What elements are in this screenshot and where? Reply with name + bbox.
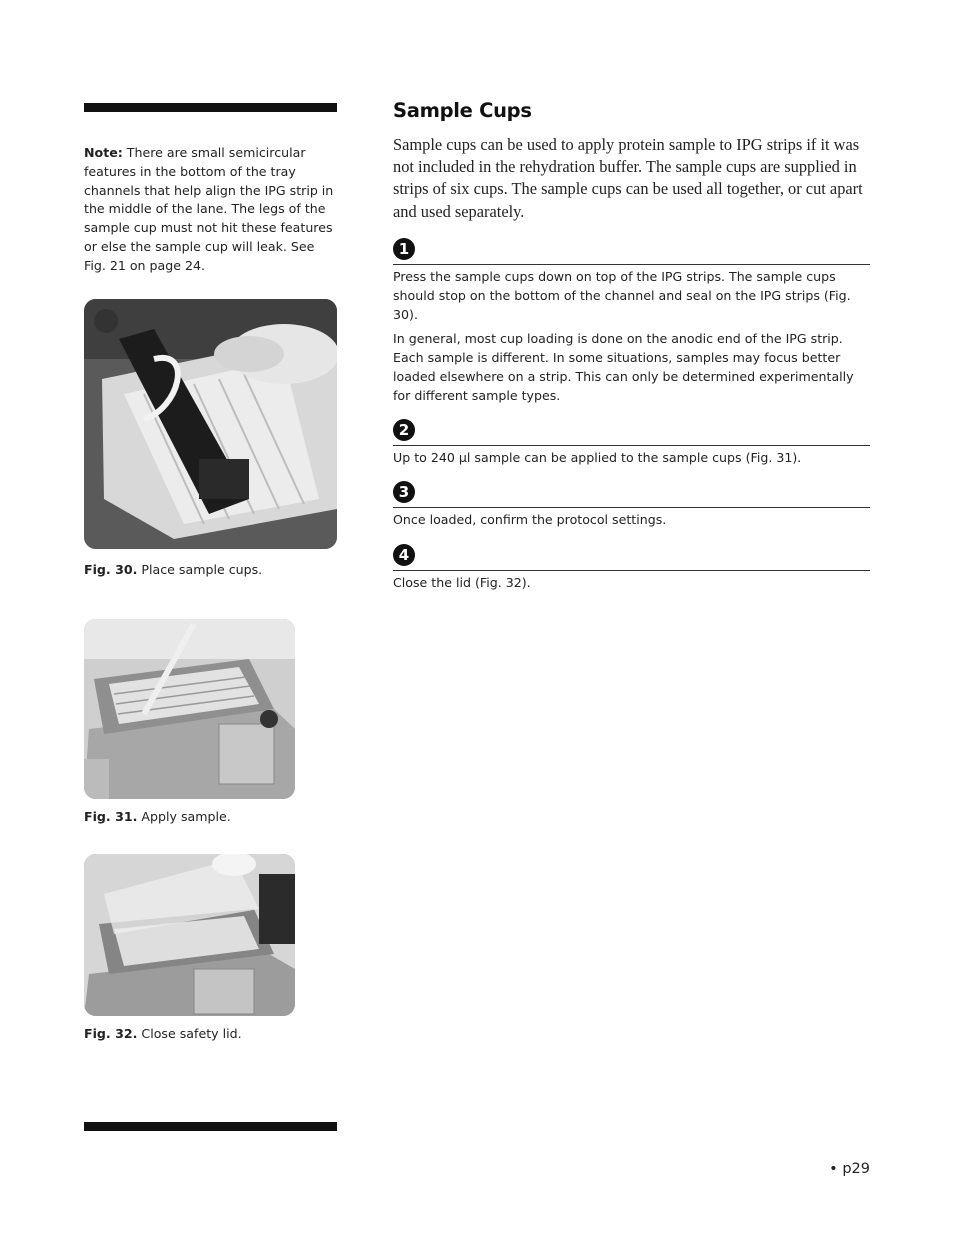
section-title: Sample Cups [393, 99, 532, 122]
top-sidebar-rule [84, 103, 337, 112]
step-2-rule [393, 445, 870, 446]
step-4-rule [393, 570, 870, 571]
step-3-rule [393, 507, 870, 508]
page-number: • p29 [829, 1161, 870, 1177]
figure-31-caption: Fig. 31. Apply sample. [84, 809, 231, 824]
step-3-text [393, 511, 871, 536]
bottom-sidebar-rule [84, 1122, 337, 1131]
step-1-number: 1 [393, 238, 415, 260]
note-label: Note: [84, 145, 123, 160]
figure-32-photo [84, 854, 295, 1016]
step-1-paragraph-2: In general, most cup loading is done on the anodic end of the IPG strip. Each sample is different. In some situations, samples may focus better loaded elsewhere on a strip. This can only be determined experimentally for different sample types. [393, 331, 854, 403]
figure-30-caption: Fig. 30. Place sample cups. [84, 562, 263, 577]
step-3-paragraph-1: Once loaded, confirm the protocol settings. [393, 512, 667, 527]
step-2-text [393, 449, 871, 474]
step-1-paragraph-1: Press the sample cups down on top of the IPG strips. The sample cups should stop on the bottom of the channel and seal on the IPG strips (Fig. 30). [393, 269, 851, 322]
sidebar-note [84, 144, 334, 276]
step-2-paragraph-1: Up to 240 µl sample can be applied to the sample cups (Fig. 31). [393, 450, 802, 465]
figure-31-photo [84, 619, 295, 799]
figure-32-caption: Fig. 32. Close safety lid. [84, 1026, 242, 1041]
step-4-paragraph-1: Close the lid (Fig. 32). [393, 575, 531, 590]
figure-30-photo [84, 299, 337, 549]
note-text: There are small semicircular features in the bottom of the tray channels that help align the IPG strip in the middle of the lane. The legs of the sample cup must not hit these features or else the sample cup will leak. See Fig. 21 on page 24. [84, 145, 334, 273]
step-4-number: 4 [393, 544, 415, 566]
step-1-rule [393, 264, 870, 265]
step-2-number: 2 [393, 419, 415, 441]
step-4-text [393, 574, 871, 599]
step-3-number: 3 [393, 481, 415, 503]
section-intro: Sample cups can be used to apply protein sample to IPG strips if it was not included in the rehydration buffer. The sample cups are supplied in strips of six cups. The sample cups can be used all together, or cut apart and used separately. [393, 135, 863, 221]
step-1-text [393, 268, 871, 412]
